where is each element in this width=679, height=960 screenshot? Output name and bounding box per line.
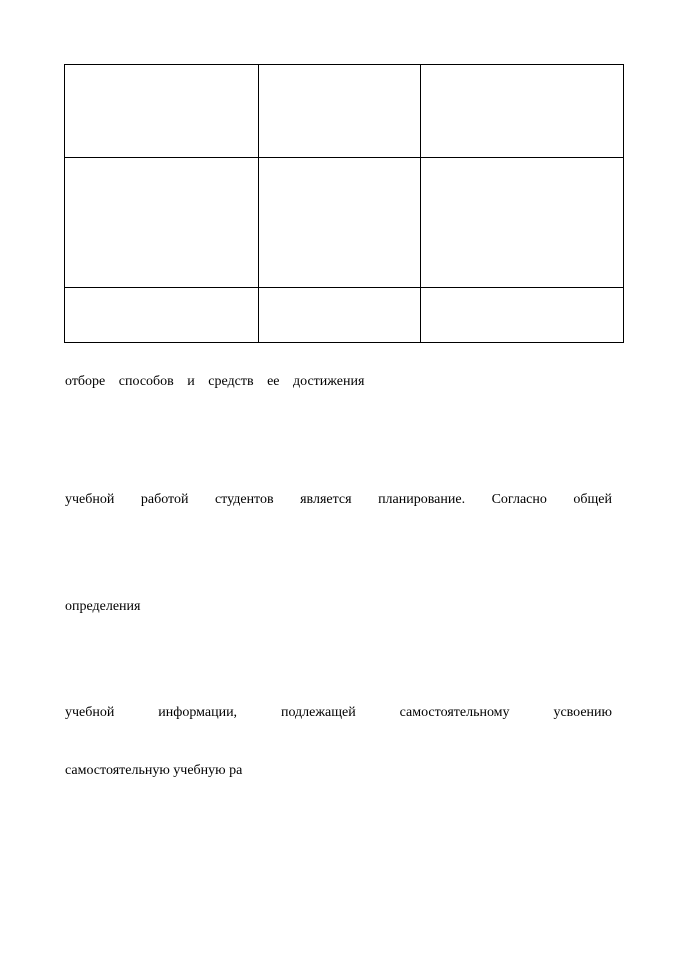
text-line: определения <box>65 599 141 614</box>
text-line: учебной работой студентов является планирование. Согласно общей <box>65 492 612 507</box>
table-cell <box>421 65 624 158</box>
table-cell <box>65 65 259 158</box>
table-row <box>65 288 624 343</box>
table-cell <box>259 158 421 288</box>
table-cell <box>65 288 259 343</box>
table-cell <box>259 65 421 158</box>
text-line: самостоятельную учебную ра <box>65 763 243 778</box>
text-line: учебной информации, подлежащей самостоятельному усвоению <box>65 705 612 720</box>
table-row <box>65 65 624 158</box>
table-cell <box>259 288 421 343</box>
document-table <box>64 64 624 343</box>
table-cell <box>421 158 624 288</box>
table-cell <box>421 288 624 343</box>
table-cell <box>65 158 259 288</box>
table-row <box>65 158 624 288</box>
text-line: отборе способов и средств ее достижения <box>65 374 365 389</box>
